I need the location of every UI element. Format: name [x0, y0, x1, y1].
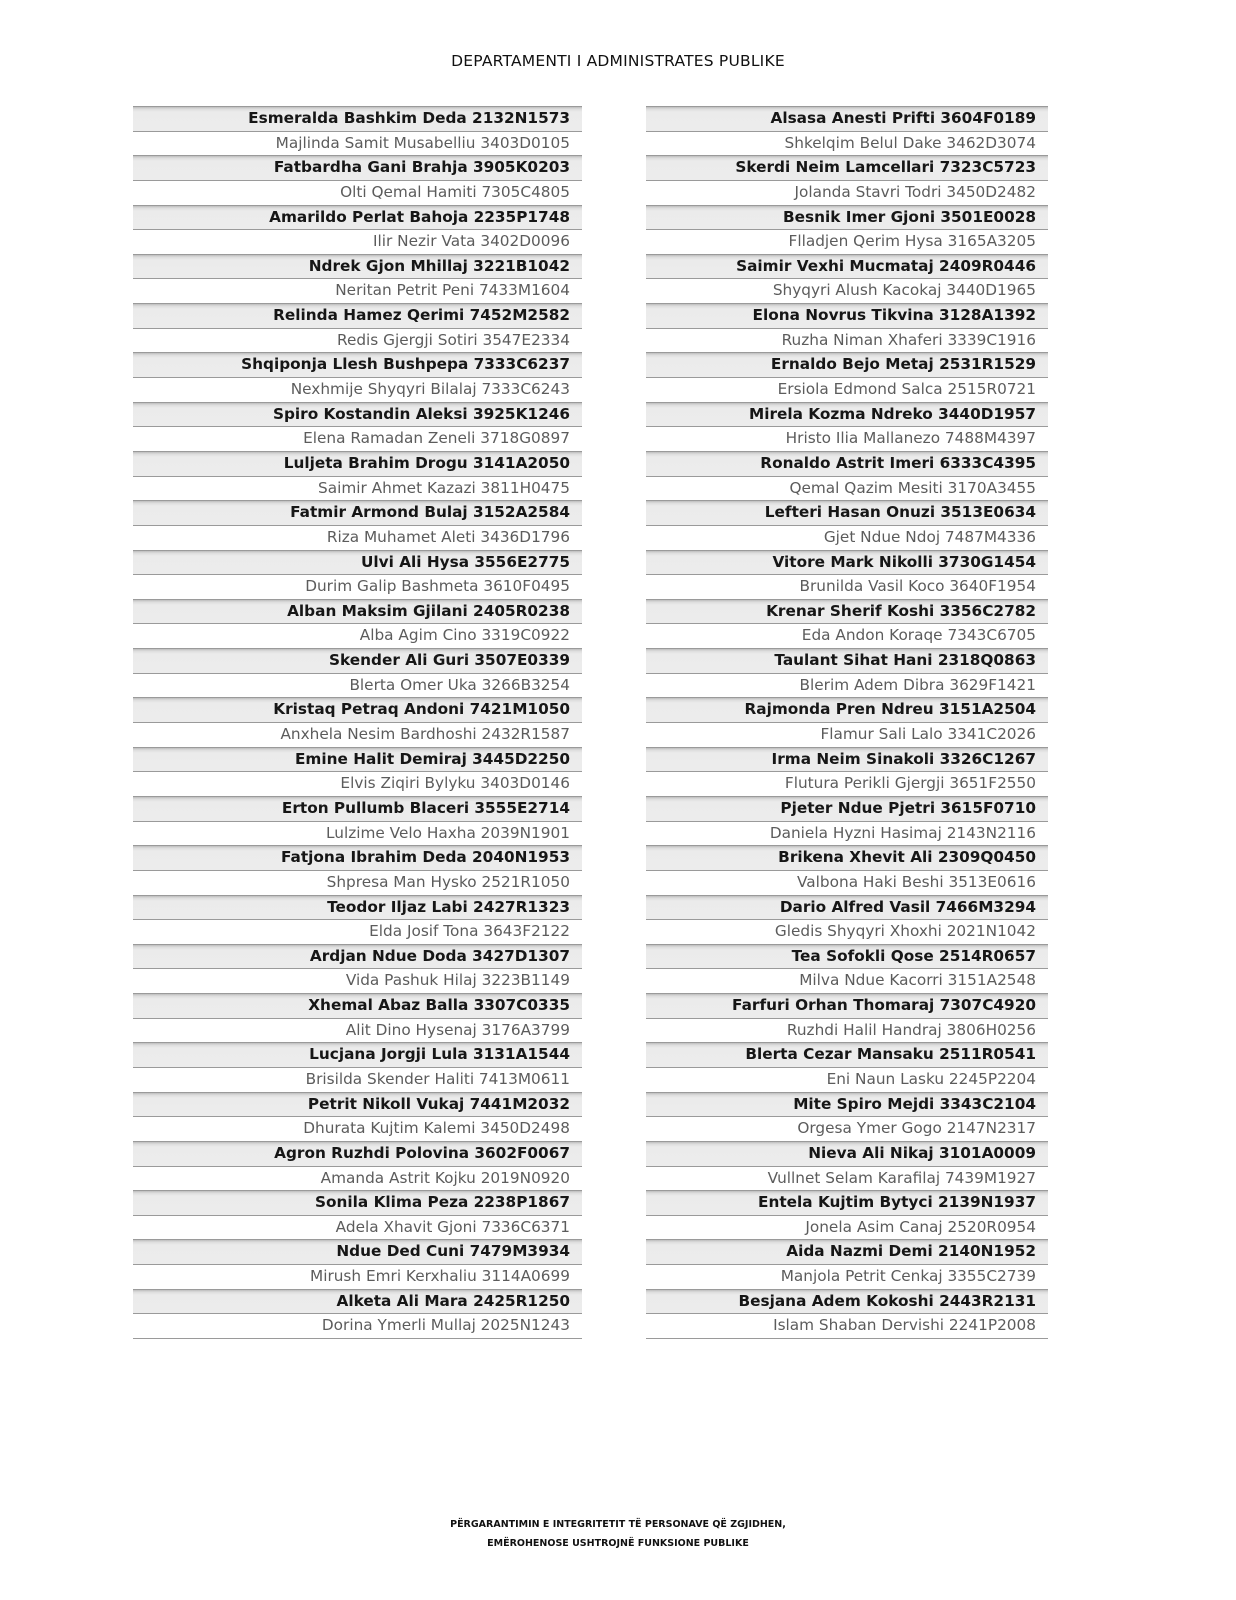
- list-item: Shyqyri Alush Kacokaj 3440D1965: [646, 278, 1048, 303]
- list-item: Redis Gjergji Sotiri 3547E2334: [133, 328, 582, 353]
- list-item: Besnik Imer Gjoni 3501E0028: [646, 205, 1048, 230]
- list-item: Orgesa Ymer Gogo 2147N2317: [646, 1116, 1048, 1141]
- list-item: Flladjen Qerim Hysa 3165A3205: [646, 229, 1048, 254]
- list-item: Alsasa Anesti Prifti 3604F0189: [646, 106, 1048, 131]
- list-item: Mite Spiro Mejdi 3343C2104: [646, 1092, 1048, 1117]
- list-item: Agron Ruzhdi Polovina 3602F0067: [133, 1141, 582, 1166]
- list-item: Vitore Mark Nikolli 3730G1454: [646, 550, 1048, 575]
- page-footer: [0, 1515, 1236, 1553]
- list-item: Riza Muhamet Aleti 3436D1796: [133, 525, 582, 550]
- page-title: DEPARTAMENTI I ADMINISTRATES PUBLIKE: [451, 52, 785, 70]
- list-item: Eni Naun Lasku 2245P2204: [646, 1067, 1048, 1092]
- list-item: Besjana Adem Kokoshi 2443R2131: [646, 1289, 1048, 1314]
- list-item: Nieva Ali Nikaj 3101A0009: [646, 1141, 1048, 1166]
- list-item: Qemal Qazim Mesiti 3170A3455: [646, 476, 1048, 501]
- list-item: Ruzhdi Halil Handraj 3806H0256: [646, 1018, 1048, 1043]
- list-item: Ilir Nezir Vata 3402D0096: [133, 229, 582, 254]
- list-item: Shkelqim Belul Dake 3462D3074: [646, 131, 1048, 156]
- list-end-rule: [133, 1338, 582, 1339]
- list-item: Alban Maksim Gjilani 2405R0238: [133, 599, 582, 624]
- list-item: Durim Galip Bashmeta 3610F0495: [133, 574, 582, 599]
- list-item: Erton Pullumb Blaceri 3555E2714: [133, 796, 582, 821]
- list-item: Jonela Asim Canaj 2520R0954: [646, 1215, 1048, 1240]
- list-item: Blerta Cezar Mansaku 2511R0541: [646, 1042, 1048, 1067]
- list-item: Ulvi Ali Hysa 3556E2775: [133, 550, 582, 575]
- list-item: Fatjona Ibrahim Deda 2040N1953: [133, 845, 582, 870]
- list-item: Krenar Sherif Koshi 3356C2782: [646, 599, 1048, 624]
- list-item: Mirela Kozma Ndreko 3440D1957: [646, 402, 1048, 427]
- list-item: Dorina Ymerli Mullaj 2025N1243: [133, 1313, 582, 1338]
- list-item: Flamur Sali Lalo 3341C2026: [646, 722, 1048, 747]
- list-item: Ruzha Niman Xhaferi 3339C1916: [646, 328, 1048, 353]
- list-item: Spiro Kostandin Aleksi 3925K1246: [133, 402, 582, 427]
- list-item: Olti Qemal Hamiti 7305C4805: [133, 180, 582, 205]
- list-item: Manjola Petrit Cenkaj 3355C2739: [646, 1264, 1048, 1289]
- list-item: Lefteri Hasan Onuzi 3513E0634: [646, 500, 1048, 525]
- list-item: Amanda Astrit Kojku 2019N0920: [133, 1166, 582, 1191]
- list-item: Esmeralda Bashkim Deda 2132N1573: [133, 106, 582, 131]
- list-item: Ronaldo Astrit Imeri 6333C4395: [646, 451, 1048, 476]
- list-item: Brunilda Vasil Koco 3640F1954: [646, 574, 1048, 599]
- list-item: Ernaldo Bejo Metaj 2531R1529: [646, 352, 1048, 377]
- list-item: Skerdi Neim Lamcellari 7323C5723: [646, 155, 1048, 180]
- list-item: Jolanda Stavri Todri 3450D2482: [646, 180, 1048, 205]
- list-item: Elda Josif Tona 3643F2122: [133, 919, 582, 944]
- list-item: Fatmir Armond Bulaj 3152A2584: [133, 500, 582, 525]
- list-item: Ndue Ded Cuni 7479M3934: [133, 1239, 582, 1264]
- list-item: Sonila Klima Peza 2238P1867: [133, 1190, 582, 1215]
- list-item: Rajmonda Pren Ndreu 3151A2504: [646, 697, 1048, 722]
- list-item: Entela Kujtim Bytyci 2139N1937: [646, 1190, 1048, 1215]
- list-item: Milva Ndue Kacorri 3151A2548: [646, 968, 1048, 993]
- right-name-list: [646, 106, 1048, 1339]
- list-item: Lucjana Jorgji Lula 3131A1544: [133, 1042, 582, 1067]
- list-item: Farfuri Orhan Thomaraj 7307C4920: [646, 993, 1048, 1018]
- list-item: Ersiola Edmond Salca 2515R0721: [646, 377, 1048, 402]
- list-item: Amarildo Perlat Bahoja 2235P1748: [133, 205, 582, 230]
- list-item: Ndrek Gjon Mhillaj 3221B1042: [133, 254, 582, 279]
- list-item: Gjet Ndue Ndoj 7487M4336: [646, 525, 1048, 550]
- list-item: Elvis Ziqiri Bylyku 3403D0146: [133, 771, 582, 796]
- list-item: Kristaq Petraq Andoni 7421M1050: [133, 697, 582, 722]
- footer-line-1: PËRGARANTIMIN E INTEGRITETIT TË PERSONAVE QË ZGJIDHEN,: [450, 1519, 786, 1530]
- list-item: Hristo Ilia Mallanezo 7488M4397: [646, 426, 1048, 451]
- list-item: Alketa Ali Mara 2425R1250: [133, 1289, 582, 1314]
- list-item: Vida Pashuk Hilaj 3223B1149: [133, 968, 582, 993]
- list-item: Aida Nazmi Demi 2140N1952: [646, 1239, 1048, 1264]
- list-item: Daniela Hyzni Hasimaj 2143N2116: [646, 821, 1048, 846]
- list-item: Neritan Petrit Peni 7433M1604: [133, 278, 582, 303]
- list-item: Saimir Vexhi Mucmataj 2409R0446: [646, 254, 1048, 279]
- list-item: Taulant Sihat Hani 2318Q0863: [646, 648, 1048, 673]
- list-item: Skender Ali Guri 3507E0339: [133, 648, 582, 673]
- list-item: Gledis Shyqyri Xhoxhi 2021N1042: [646, 919, 1048, 944]
- list-item: Alit Dino Hysenaj 3176A3799: [133, 1018, 582, 1043]
- list-item: Lulzime Velo Haxha 2039N1901: [133, 821, 582, 846]
- list-item: Dhurata Kujtim Kalemi 3450D2498: [133, 1116, 582, 1141]
- footer-line-2: EMËROHENOSE USHTROJNË FUNKSIONE PUBLIKE: [487, 1538, 749, 1549]
- list-item: Alba Agim Cino 3319C0922: [133, 623, 582, 648]
- list-item: Mirush Emri Kerxhaliu 3114A0699: [133, 1264, 582, 1289]
- list-item: Pjeter Ndue Pjetri 3615F0710: [646, 796, 1048, 821]
- list-item: Anxhela Nesim Bardhoshi 2432R1587: [133, 722, 582, 747]
- list-item: Shpresa Man Hysko 2521R1050: [133, 870, 582, 895]
- list-item: Luljeta Brahim Drogu 3141A2050: [133, 451, 582, 476]
- list-item: Elona Novrus Tikvina 3128A1392: [646, 303, 1048, 328]
- list-item: Relinda Hamez Qerimi 7452M2582: [133, 303, 582, 328]
- list-item: Petrit Nikoll Vukaj 7441M2032: [133, 1092, 582, 1117]
- list-item: Flutura Perikli Gjergji 3651F2550: [646, 771, 1048, 796]
- list-item: Irma Neim Sinakoli 3326C1267: [646, 747, 1048, 772]
- list-item: Islam Shaban Dervishi 2241P2008: [646, 1313, 1048, 1338]
- list-item: Blerim Adem Dibra 3629F1421: [646, 673, 1048, 698]
- list-item: Dario Alfred Vasil 7466M3294: [646, 895, 1048, 920]
- list-item: Emine Halit Demiraj 3445D2250: [133, 747, 582, 772]
- list-item: Ardjan Ndue Doda 3427D1307: [133, 944, 582, 969]
- list-item: Tea Sofokli Qose 2514R0657: [646, 944, 1048, 969]
- list-item: Xhemal Abaz Balla 3307C0335: [133, 993, 582, 1018]
- list-item: Shqiponja Llesh Bushpepa 7333C6237: [133, 352, 582, 377]
- list-item: Eda Andon Koraqe 7343C6705: [646, 623, 1048, 648]
- list-item: Majlinda Samit Musabelliu 3403D0105: [133, 131, 582, 156]
- list-item: Blerta Omer Uka 3266B3254: [133, 673, 582, 698]
- list-item: Fatbardha Gani Brahja 3905K0203: [133, 155, 582, 180]
- list-item: Brikena Xhevit Ali 2309Q0450: [646, 845, 1048, 870]
- list-item: Elena Ramadan Zeneli 3718G0897: [133, 426, 582, 451]
- list-item: Vullnet Selam Karafilaj 7439M1927: [646, 1166, 1048, 1191]
- list-item: Saimir Ahmet Kazazi 3811H0475: [133, 476, 582, 501]
- left-name-list: [133, 106, 582, 1339]
- list-item: Nexhmije Shyqyri Bilalaj 7333C6243: [133, 377, 582, 402]
- list-end-rule: [646, 1338, 1048, 1339]
- list-item: Valbona Haki Beshi 3513E0616: [646, 870, 1048, 895]
- list-item: Brisilda Skender Haliti 7413M0611: [133, 1067, 582, 1092]
- list-item: Adela Xhavit Gjoni 7336C6371: [133, 1215, 582, 1240]
- list-item: Teodor Iljaz Labi 2427R1323: [133, 895, 582, 920]
